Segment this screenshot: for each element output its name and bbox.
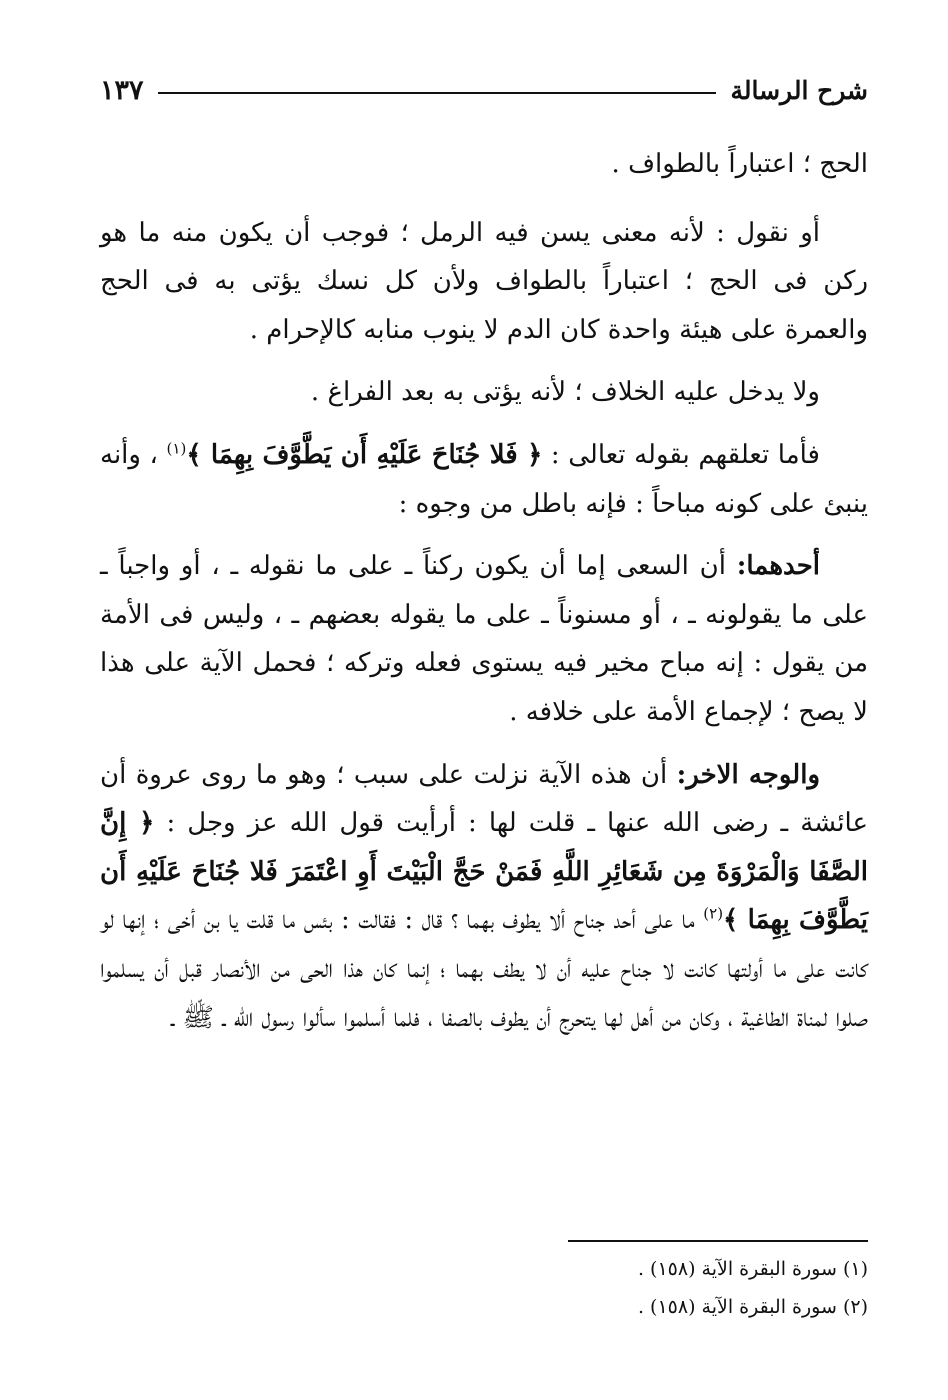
paragraph-4: [100, 431, 868, 528]
paragraph-6: [100, 751, 868, 1043]
paragraph-4-after: ، وأنه ينبئ على كونه مباحاً : فإنه باطل من وجوه :: [100, 439, 868, 519]
footnote-ref-1[interactable]: (١): [166, 439, 187, 458]
running-title: شرح الرسالة: [730, 75, 868, 105]
paragraph-4-before: فأما تعلقهم بقوله تعالى :: [542, 439, 820, 470]
paragraph-6-lead: والوجه الاخر:: [676, 759, 820, 790]
paragraph-6-text-1: أن هذه الآية نزلت على سبب ؛ وهو ما روى عروة أن عائشة ـ رضى الله عنها ـ قلت لها : أرأيت قول الله عز وجل :: [100, 759, 868, 839]
paragraph-5: [100, 542, 868, 736]
paragraph-5-lead: أحدهما:: [736, 551, 820, 582]
footnotes: [368, 1250, 868, 1326]
header-rule: [158, 92, 717, 94]
paragraph-5-text: أن السعى إما أن يكون ركناً ـ على ما نقوله ـ ، أو واجباً ـ على ما يقولونه ـ ، أو مسنوناً ـ على ما يقوله بعضهم ـ ، وليس فى الأمة من يقول : إنه مباح مخير فيه يستوى فعله وتركه ؛ فحمل الآية على هذا لا يصح ؛ لإجماع الأمة على خلافه .: [100, 551, 868, 727]
footnote-2: (٢) سورة البقرة الآية (١٥٨) .: [637, 1296, 868, 1318]
paragraph-6-text-2: ما على أحد جناح ألا يطوف بهما ؟ قال : فقالت : بئس ما قلت يا بن أخى ؛ إنها لو كانت على ما أولتها كانت لا جناح عليه أن لا يطف بهما ؛ إنما كان هذا الحى من الأنصار قبل أن يسلموا صلوا لمناة الطاغية ، وكان من أهل لها يتحرج أن يطوف بالصفا ، فلما أسلموا سألوا رسول الله ـ ﷺ ـ: [100, 905, 868, 1033]
page-number: ١٣٧: [100, 74, 144, 106]
footnote-rule: [568, 1240, 868, 1242]
paragraph-2: أو نقول : لأنه معنى يسن فيه الرمل ؛ فوجب أن يكون منه ما هو ركن فى الحج ؛ اعتباراً بالطواف ولأن كل نسك يؤتى به فى الحج والعمرة على هيئة واحدة كان الدم لا ينوب منابه كالإحرام .: [100, 217, 868, 345]
main-text: [100, 140, 868, 1056]
paragraph-1: الحج ؛ اعتباراً بالطواف .: [611, 149, 868, 179]
paragraph-3: ولا يدخل عليه الخلاف ؛ لأنه يؤتى به بعد الفراغ .: [310, 377, 820, 408]
quran-quote-2: ﴿ إِنَّ الصَّفَا وَالْمَرْوَةَ مِن شَعَائِرِ اللَّهِ فَمَنْ حَجَّ الْبَيْتَ أَوِ اعْتَمَرَ فَلا جُنَاحَ عَلَيْهِ أَن يَطَّوَّفَ بِهِمَا ﴾: [100, 808, 869, 936]
page-header: [100, 66, 868, 114]
quran-quote-1: ﴿ فَلا جُنَاحَ عَلَيْهِ أَن يَطَّوَّفَ بِهِمَا ﴾: [186, 439, 543, 470]
footnote-1: (١) سورة البقرة الآية (١٥٨) .: [637, 1258, 868, 1280]
footnote-ref-2[interactable]: (٢): [703, 904, 724, 923]
